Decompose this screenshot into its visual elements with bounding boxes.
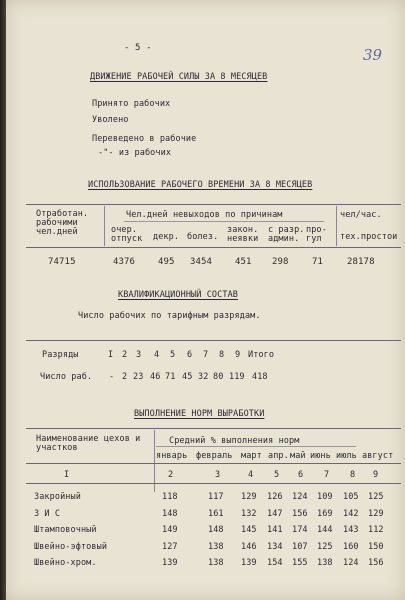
row-value: 105 <box>343 492 359 502</box>
row-value: 124 <box>292 492 308 502</box>
row-value: 127 <box>162 541 178 552</box>
norms-colnum: 3 <box>215 470 221 480</box>
row-value: 161 <box>208 508 224 519</box>
count-cell: 32 <box>198 372 209 382</box>
norms-month-aug: август <box>362 451 394 461</box>
norms-colnum: 7 <box>324 470 330 480</box>
norms-rule-colnums-top <box>26 463 401 464</box>
row-value: 156 <box>292 508 308 519</box>
row-value: 125 <box>317 541 333 552</box>
page-number: - 5 - <box>124 43 152 53</box>
count-cell: 2 <box>122 372 128 382</box>
norms-rule-top <box>26 428 401 429</box>
worktime-sub-truancy: про- гул <box>306 225 327 244</box>
row-value: 148 <box>162 508 178 519</box>
row-value: 117 <box>208 492 224 502</box>
count-cell: 80 <box>213 372 224 382</box>
norms-colnum: 5 <box>274 470 280 480</box>
worktime-rule-mid <box>26 247 401 248</box>
norms-title: ВЫПОЛНЕНИЕ НОРМ ВЫРАБОТКИ <box>134 409 265 419</box>
worktime-value-maternity: 495 <box>158 257 175 267</box>
row-value: 160 <box>343 541 359 552</box>
worktime-vline-2 <box>336 206 337 246</box>
row-value: 148 <box>208 525 224 535</box>
grade-cell: 3 <box>136 350 142 360</box>
qualification-counts-label: Число раб. <box>40 372 93 382</box>
grade-cell: 2 <box>122 350 128 360</box>
row-value: 141 <box>267 525 283 535</box>
worktime-value-truancy: 71 <box>312 257 324 267</box>
grade-cell: I <box>108 350 114 360</box>
row-value: 126 <box>267 492 283 502</box>
worktime-value-worked: 74715 <box>48 257 76 267</box>
grade-cell: 5 <box>170 350 176 360</box>
worktime-sub-illness: болез. <box>187 232 219 242</box>
row-value: 149 <box>162 525 178 535</box>
row-value: 169 <box>317 508 333 519</box>
norms-colnum: 4 <box>248 470 254 480</box>
norms-colnum: 6 <box>298 470 304 480</box>
row-value: 142 <box>343 508 359 519</box>
norms-month-jul: июль <box>336 451 357 461</box>
worktime-sub-vacation: очер. отпуск <box>111 225 143 244</box>
qualification-subtitle: Число рабочих по тарифным разрядам. <box>78 311 261 321</box>
norms-rule-colnums-bottom <box>26 483 401 484</box>
row-value: 129 <box>241 492 257 502</box>
row-value: 107 <box>292 541 308 552</box>
norms-colnum: 9 <box>373 470 379 480</box>
row-value: 125 <box>368 492 384 502</box>
worktime-head-worked: Отработан. рабочими чел.дней <box>36 209 89 237</box>
row-value: 139 <box>162 558 178 568</box>
norms-colnum: I <box>64 470 70 480</box>
worktime-value-illness: 3454 <box>190 257 213 267</box>
worktime-vline-1 <box>104 206 105 246</box>
count-cell: 119 <box>229 372 245 382</box>
row-name: Штамповочный <box>34 525 97 535</box>
worktime-value-admin: 298 <box>272 257 289 267</box>
norms-month-apr: апр. <box>268 451 289 461</box>
worktime-sub-legal: закон. неявки <box>227 225 259 244</box>
count-cell: 46 <box>150 372 161 382</box>
row-value: 154 <box>267 558 283 568</box>
row-value: 138 <box>208 541 224 552</box>
norms-month-mar: март <box>241 451 262 461</box>
worktime-value-legal: 451 <box>235 257 252 267</box>
count-cell: 45 <box>182 372 193 382</box>
row-value: 118 <box>162 492 178 502</box>
norms-head-name: Наименование цехов и участков <box>36 434 141 453</box>
row-value: 132 <box>241 508 257 519</box>
worktime-title: ИСПОЛЬЗОВАНИЕ РАБОЧЕГО ВРЕМЕНИ ЗА 8 МЕСЯЦЕВ <box>88 180 313 190</box>
grade-cell: 7 <box>203 350 209 360</box>
norms-month-jan: январь <box>156 451 188 461</box>
row-value: 134 <box>267 541 283 552</box>
row-value: 138 <box>208 558 224 568</box>
worktime-value-downtime: 28178 <box>347 257 375 267</box>
grade-cell: 6 <box>187 350 193 360</box>
row-value: 144 <box>317 525 333 535</box>
grade-total-label: Итого <box>248 350 275 360</box>
count-total: 418 <box>252 372 268 382</box>
worktime-rule-top <box>26 204 401 205</box>
qualification-rule-top <box>26 340 401 341</box>
norms-colnum: 8 <box>350 470 356 480</box>
labor-line-transfer-to: Переведено в рабочие <box>92 134 197 144</box>
document-page <box>6 0 405 600</box>
row-name: З И С <box>34 508 61 519</box>
grade-cell: 9 <box>235 350 241 360</box>
norms-subhead-rule <box>156 446 356 447</box>
labor-line-transfer-from: -"- из рабочих <box>98 148 172 158</box>
worktime-subhead-rule <box>124 221 324 222</box>
count-cell: 23 <box>133 372 144 382</box>
row-value: 174 <box>292 525 308 535</box>
labor-title: ДВИЖЕНИЕ РАБОЧЕЙ СИЛЫ ЗА 8 МЕСЯЦЕВ <box>90 72 268 82</box>
row-value: 150 <box>368 541 384 552</box>
row-value: 146 <box>241 541 257 552</box>
labor-line-fired: Уволено <box>92 115 129 125</box>
row-name: Швейно-хром. <box>34 558 97 568</box>
row-value: 112 <box>368 525 384 535</box>
worktime-sub-admin: с разр. админ. <box>268 225 305 244</box>
row-name: Закройный <box>34 492 81 502</box>
row-value: 109 <box>317 492 333 502</box>
row-value: 145 <box>241 525 257 535</box>
count-cell: - <box>109 372 115 382</box>
row-value: 124 <box>343 558 359 568</box>
worktime-sub-maternity: декр. <box>153 232 180 242</box>
row-value: 155 <box>292 558 308 568</box>
norms-month-feb: февраль <box>196 451 233 461</box>
norms-colnum: 2 <box>168 470 174 480</box>
row-value: 129 <box>368 508 384 519</box>
qualification-grades-label: Разряды <box>42 350 79 360</box>
row-value: 147 <box>267 508 283 519</box>
row-value: 139 <box>241 558 257 568</box>
grade-cell: 4 <box>154 350 160 360</box>
row-value: 156 <box>368 558 384 568</box>
count-cell: 71 <box>165 372 176 382</box>
norms-head-average: Средний % выполнения норм <box>169 436 300 446</box>
row-value: 143 <box>343 525 359 535</box>
norms-month-may: май <box>290 451 306 461</box>
norms-month-jun: июнь <box>310 451 331 461</box>
qualification-title: КВАЛИФИКАЦИОННЫЙ СОСТАВ <box>118 290 239 300</box>
handwritten-page-number: 39 <box>363 46 383 64</box>
worktime-value-vacation: 4376 <box>113 257 136 267</box>
row-value: 138 <box>317 558 333 568</box>
worktime-head-hours: чел/час. <box>340 210 382 220</box>
labor-line-hired: Принято рабочих <box>92 99 171 109</box>
row-name: Швейно-эфтовый <box>34 541 108 552</box>
worktime-sub-downtime: тех.простои <box>340 232 398 242</box>
worktime-head-absence: Чел.дней невыходов по причинам <box>126 210 283 220</box>
grade-cell: 8 <box>219 350 225 360</box>
